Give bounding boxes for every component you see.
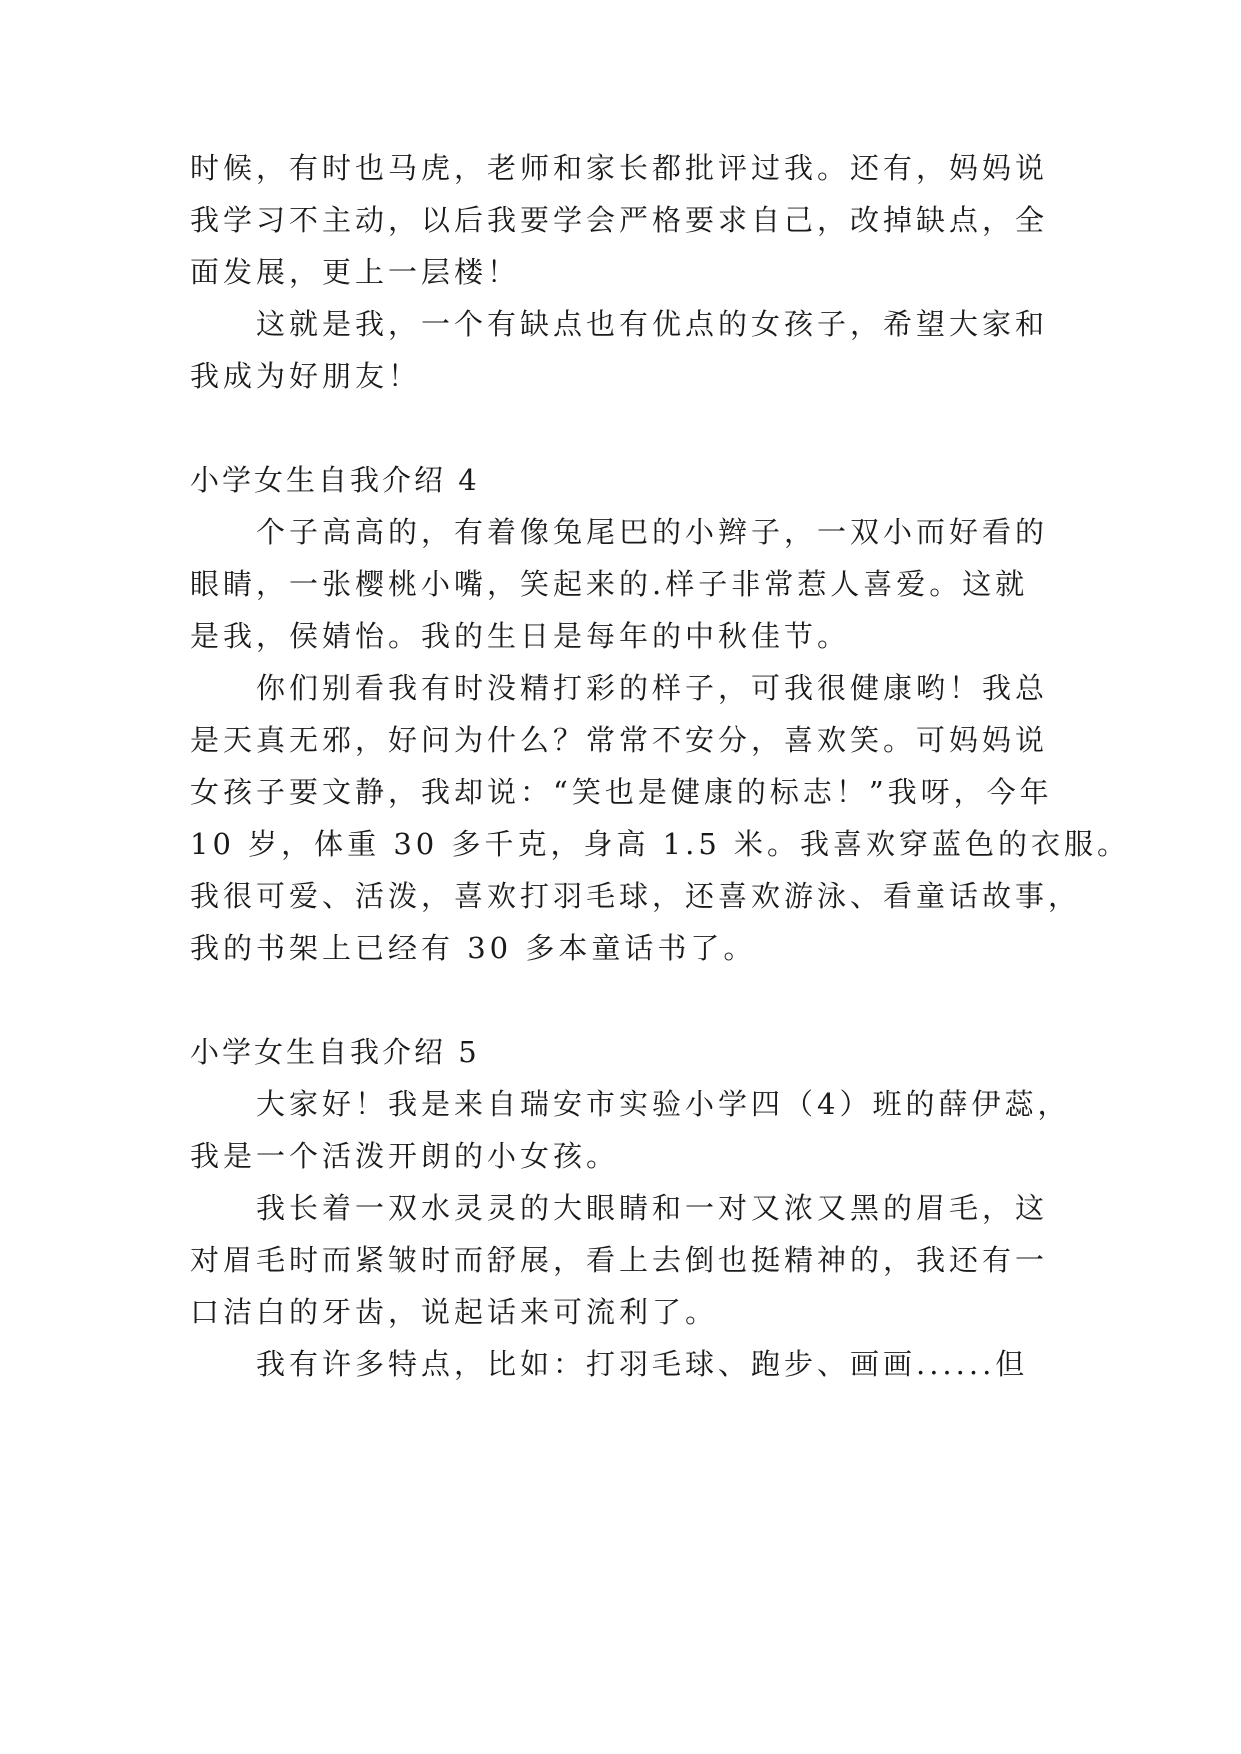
paragraph-line: 我成为好朋友！ bbox=[190, 359, 422, 393]
paragraph-line: 我学习不主动，以后我要学会严格要求自己，改掉缺点，全 bbox=[190, 203, 1049, 237]
paragraph-line: 口洁白的牙齿，说起话来可流利了。 bbox=[190, 1295, 719, 1329]
paragraph-line: 我很可爱、活泼，喜欢打羽毛球，还喜欢游泳、看童话故事， bbox=[190, 879, 1082, 913]
paragraph-line: 10 岁，体重 30 多千克，身高 1.5 米。我喜欢穿蓝色的衣服。 bbox=[190, 827, 1131, 861]
paragraph-line: 个子高高的，有着像兔尾巴的小辫子，一双小而好看的 bbox=[256, 515, 1049, 549]
paragraph-line: 是我，侯婧怡。我的生日是每年的中秋佳节。 bbox=[190, 619, 851, 653]
paragraph-line: 面发展，更上一层楼！ bbox=[190, 255, 521, 289]
paragraph-line: 我的书架上已经有 30 多本童话书了。 bbox=[190, 931, 757, 965]
paragraph-line: 女孩子要文静，我却说：“笑也是健康的标志！”我呀，今年 bbox=[190, 775, 1053, 809]
paragraph-line: 我是一个活泼开朗的小女孩。 bbox=[190, 1139, 620, 1173]
paragraph-line: 是天真无邪，好问为什么？常常不安分，喜欢笑。可妈妈说 bbox=[190, 723, 1049, 757]
paragraph-line: 大家好！我是来自瑞安市实验小学四（4）班的薛伊蕊， bbox=[256, 1087, 1071, 1121]
paragraph-line: 你们别看我有时没精打彩的样子，可我很健康哟！我总 bbox=[256, 671, 1049, 705]
section-title-5: 小学女生自我介绍 5 bbox=[190, 1035, 480, 1069]
section-title-4: 小学女生自我介绍 4 bbox=[190, 463, 480, 497]
paragraph-line: 我长着一双水灵灵的大眼睛和一对又浓又黑的眉毛，这 bbox=[256, 1191, 1049, 1225]
paragraph-line: 时候，有时也马虎，老师和家长都批评过我。还有，妈妈说 bbox=[190, 151, 1049, 185]
paragraph-line: 眼睛，一张樱桃小嘴，笑起来的.样子非常惹人喜爱。这就 bbox=[190, 567, 1029, 601]
paragraph-line: 这就是我，一个有缺点也有优点的女孩子，希望大家和 bbox=[256, 307, 1049, 341]
paragraph-line: 我有许多特点，比如：打羽毛球、跑步、画画......但 bbox=[256, 1347, 1029, 1381]
paragraph-line: 对眉毛时而紧皱时而舒展，看上去倒也挺精神的，我还有一 bbox=[190, 1243, 1049, 1277]
